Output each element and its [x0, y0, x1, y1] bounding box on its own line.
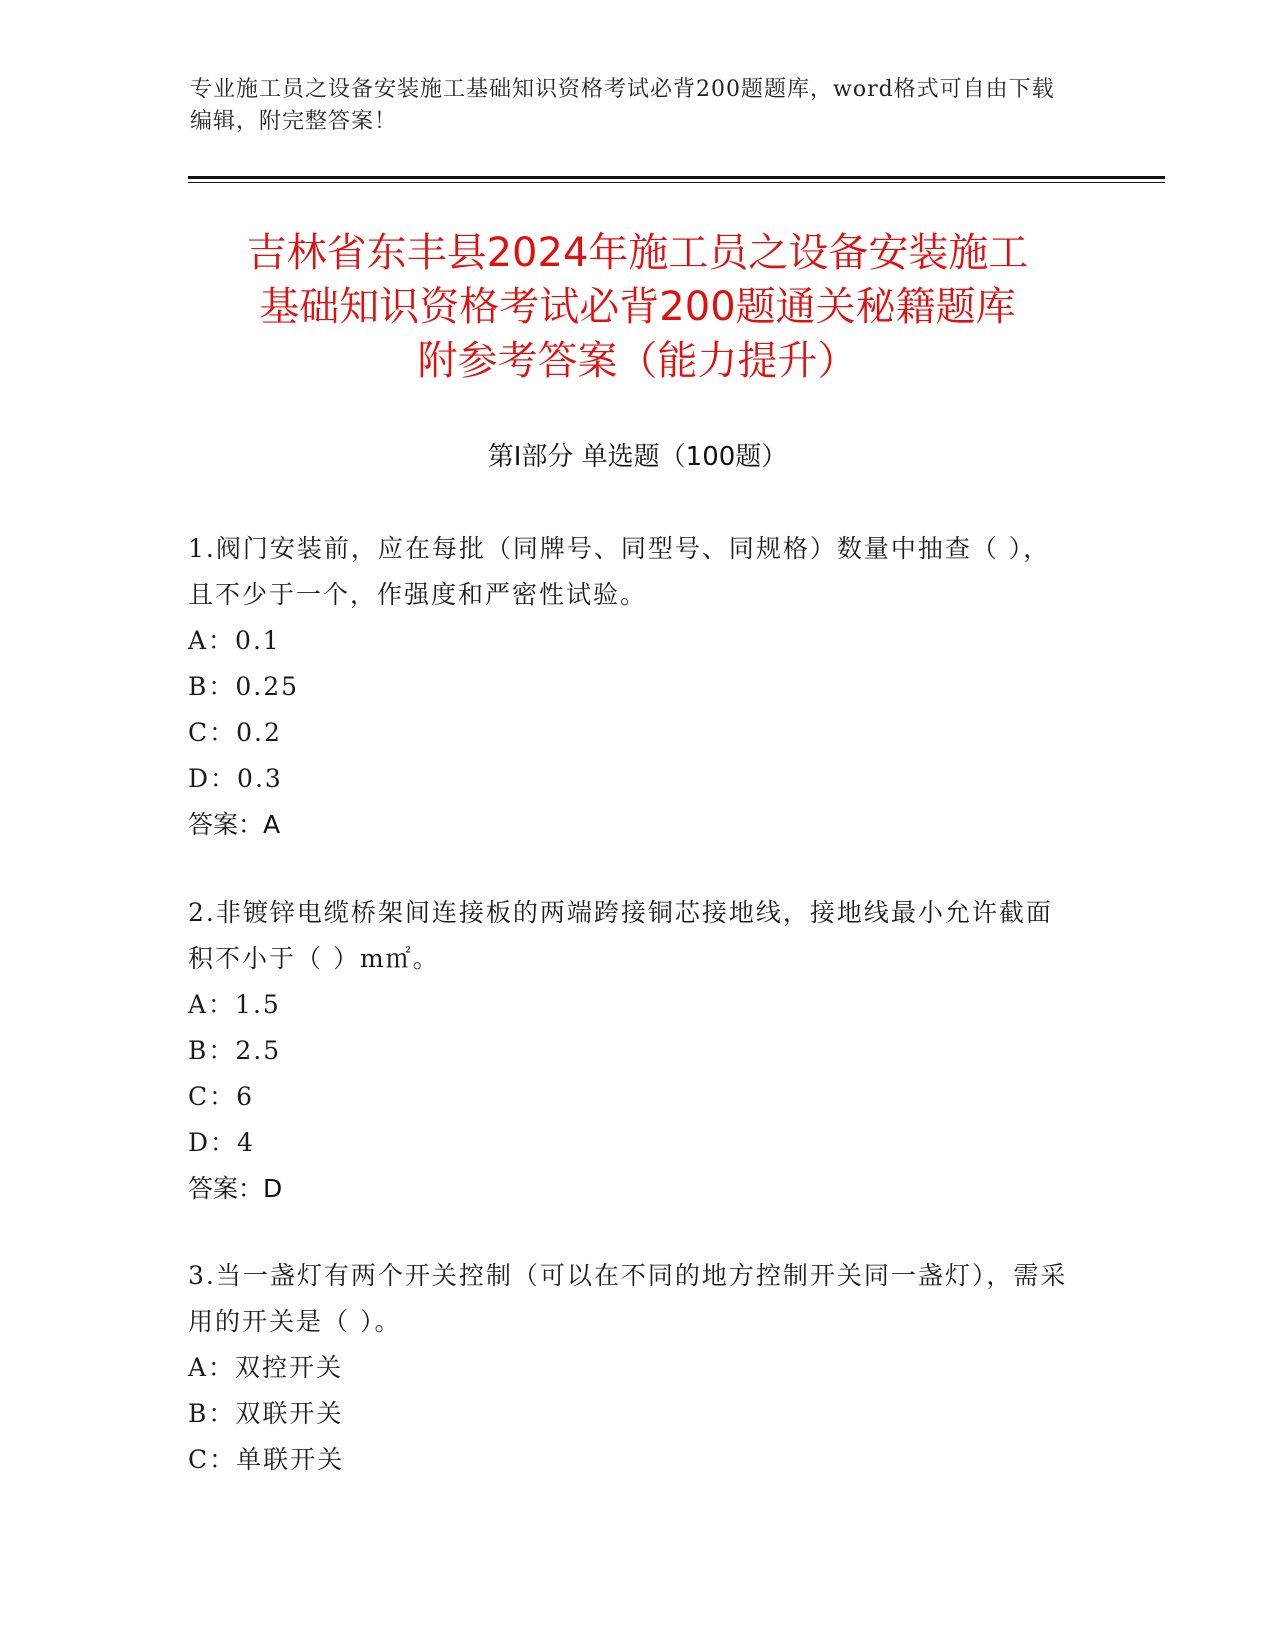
document-title-line-2: 基础知识资格考试必背200题通关秘籍题库 [259, 284, 1016, 330]
option-a: A：双控开关 [188, 1353, 344, 1382]
question-stem: 3.当一盏灯有两个开关控制（可以在不同的地方控制开关同一盏灯），需采用的开关是（ ）。 [188, 1261, 1068, 1336]
answer-line: 答案：A [188, 810, 281, 839]
option-b: B：0.25 [188, 672, 300, 701]
question-stem: 2.非镀锌电缆桥架间连接板的两端跨接铜芯接地线，接地线最小允许截面积不小于（ ）m㎡。 [188, 898, 1053, 973]
question-item [188, 890, 1068, 1212]
question-stem: 1.阀门安装前，应在每批（同牌号、同型号、同规格）数量中抽查（ ），且不少于一个，作强度和严密性试验。 [188, 534, 1051, 609]
option-b: B：双联开关 [188, 1399, 344, 1428]
header-divider-thin [188, 182, 1165, 183]
option-d: D：4 [188, 1128, 255, 1157]
question-item [188, 526, 1068, 848]
question-item [188, 1253, 1068, 1483]
document-title-line-3: 附参考答案（能力提升） [417, 338, 858, 384]
option-c: C：0.2 [188, 718, 282, 747]
option-a: A：0.1 [188, 626, 281, 655]
answer-line: 答案：D [188, 1174, 283, 1203]
section-title: 第Ⅰ部分 单选题（100题） [487, 442, 788, 472]
option-c: C：6 [188, 1082, 255, 1111]
option-d: D：0.3 [188, 764, 283, 793]
document-title-line-1: 吉林省东丰县2024年施工员之设备安装施工 [246, 230, 1029, 276]
option-c: C：单联开关 [188, 1445, 345, 1474]
header-note: 专业施工员之设备安装施工基础知识资格考试必背200题题库，word格式可自由下载编辑，附完整答案！ [190, 77, 1055, 134]
document-title [180, 226, 1095, 388]
option-b: B：2.5 [188, 1036, 282, 1065]
option-a: A：1.5 [188, 990, 281, 1019]
header-divider-thick [188, 176, 1165, 179]
